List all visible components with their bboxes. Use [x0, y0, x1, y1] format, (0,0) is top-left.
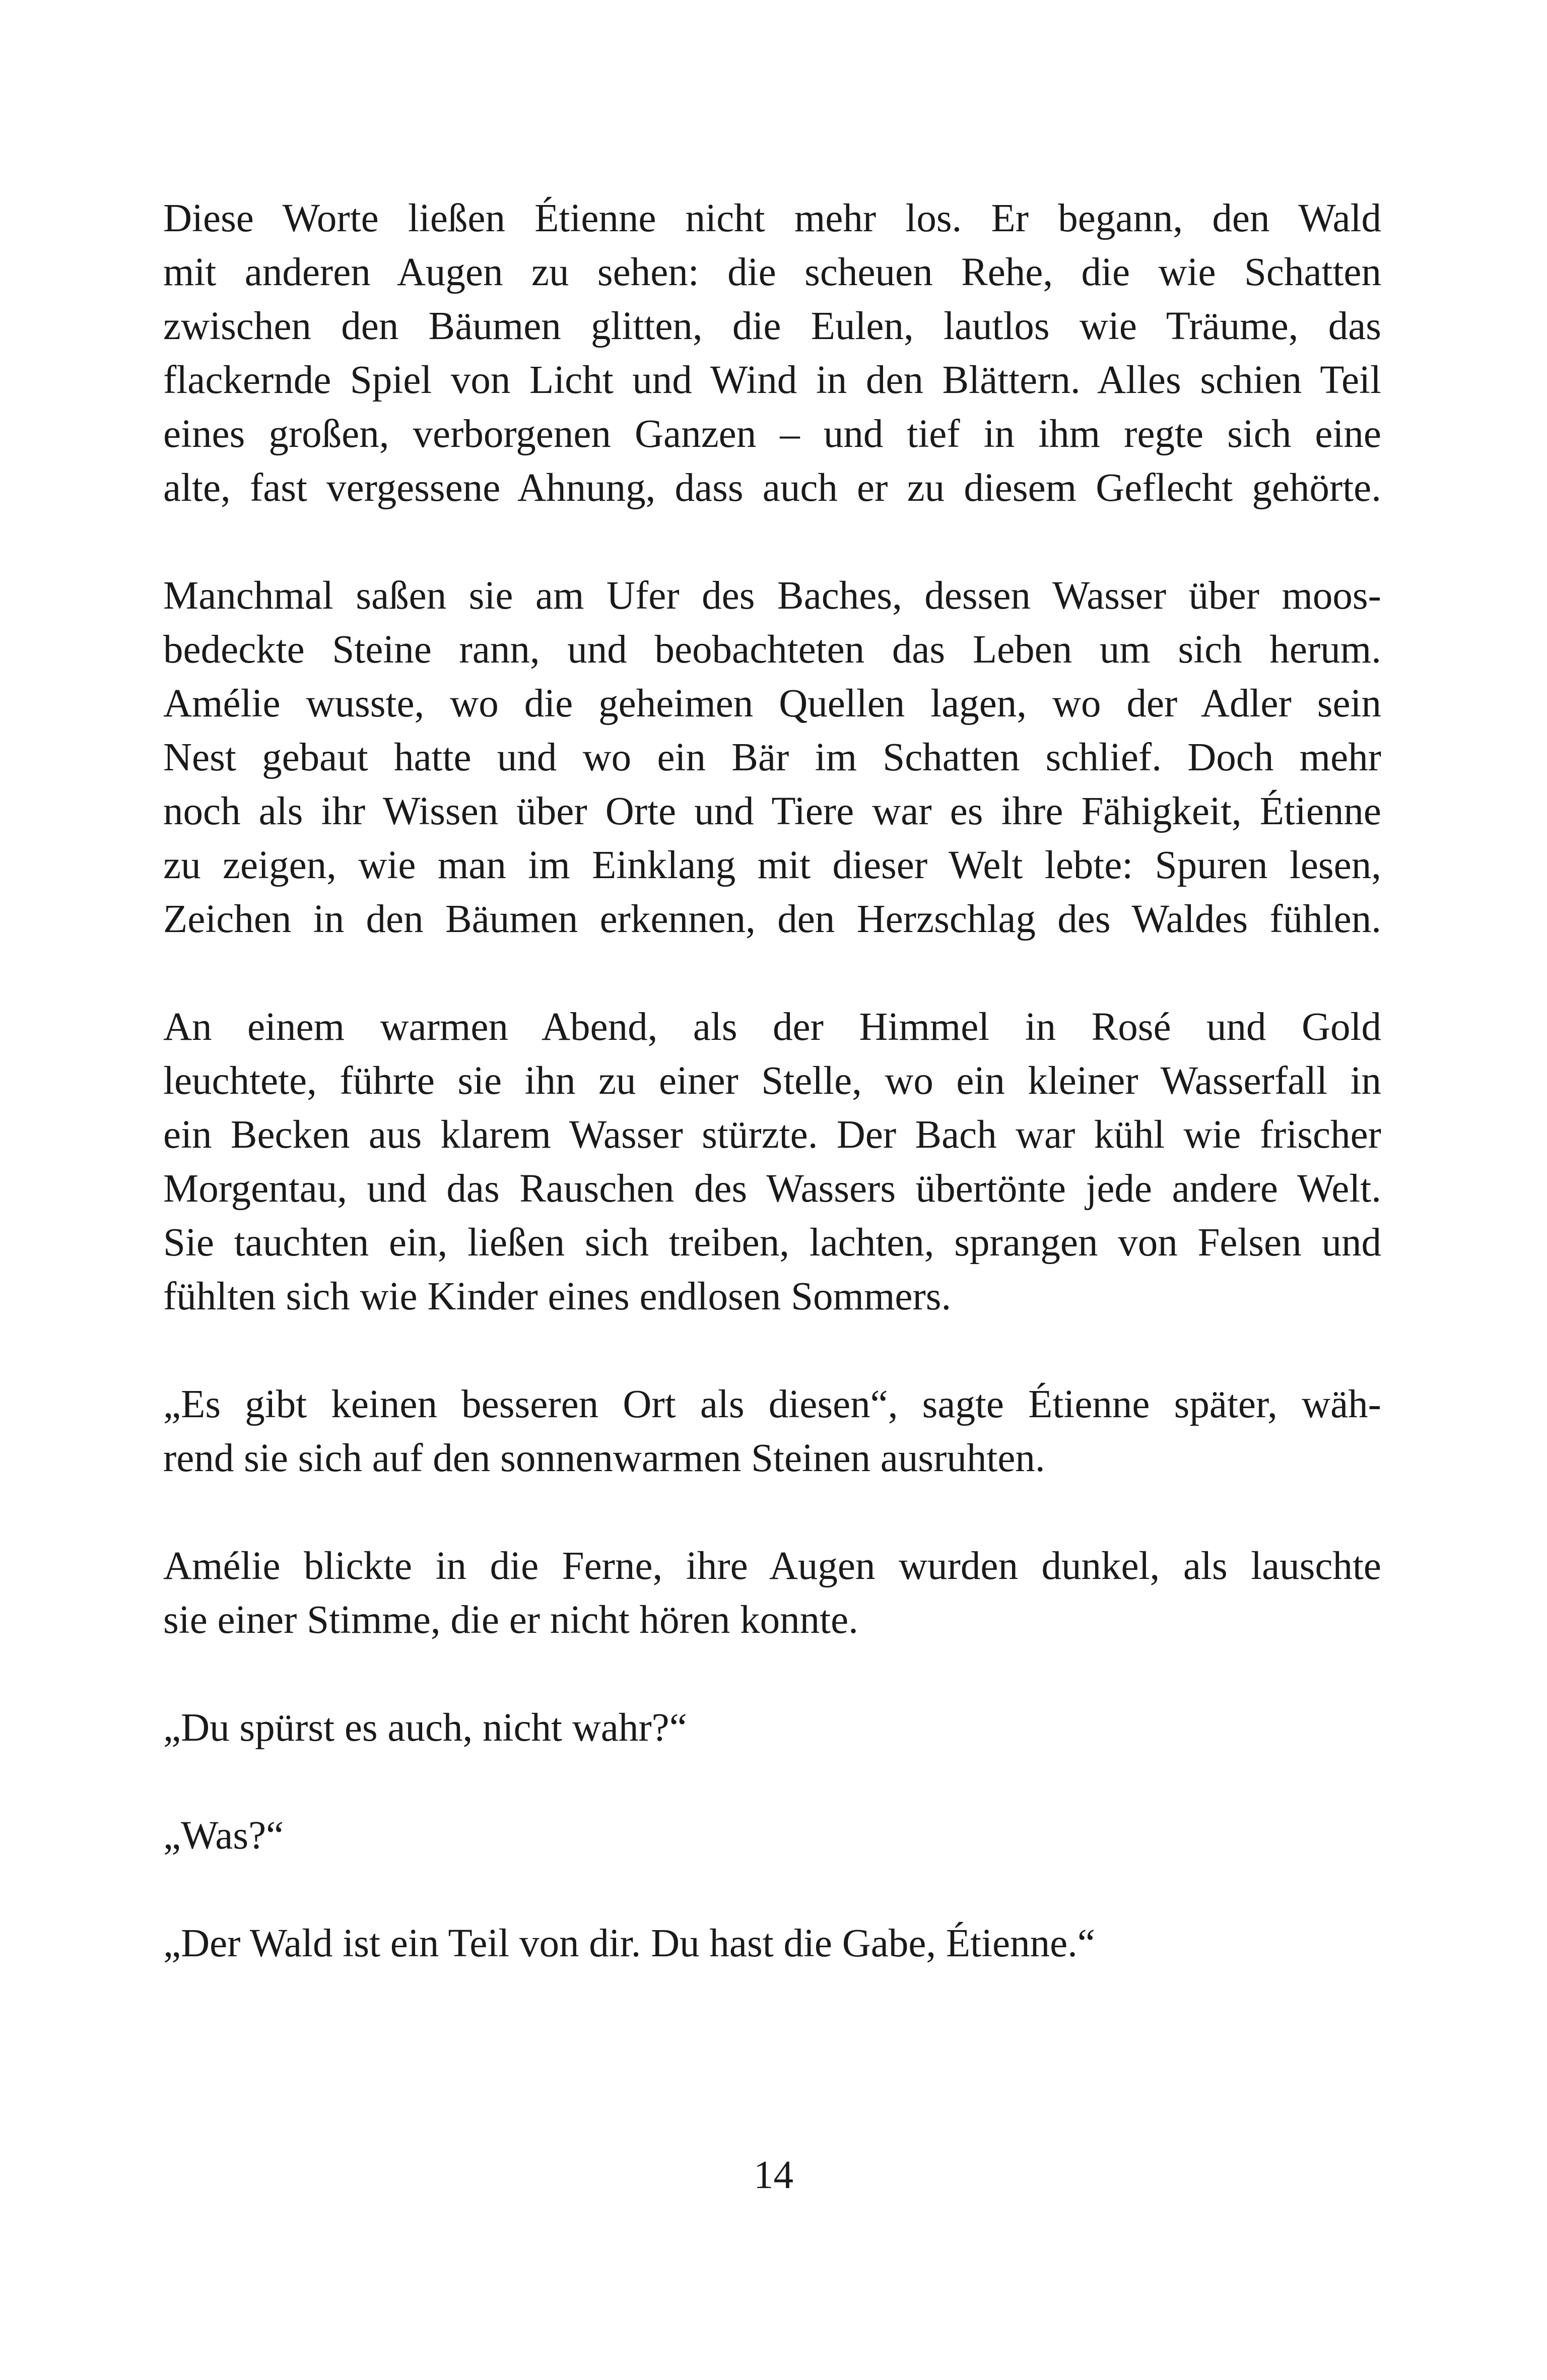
text-line: zwischen den Bäumen glitten, die Eulen, lautlos wie Träume, das [163, 304, 1381, 348]
text-line: „Der Wald ist ein Teil von dir. Du hast die Gabe, Étienne.“ [163, 1922, 1095, 1965]
text-line: flackernde Spiel von Licht und Wind in den Blättern. Alles schien Teil [163, 358, 1381, 402]
text-line: bedeckte Steine rann, und beobachteten das Leben um sich herum. [163, 628, 1381, 672]
text-line: rend sie sich auf den sonnenwarmen Steinen ausruhten. [163, 1436, 1045, 1480]
text-line: „Du spürst es auch, nicht wahr?“ [163, 1706, 687, 1750]
body-text [163, 191, 1381, 2024]
text-line: Diese Worte ließen Étienne nicht mehr los. Er begann, den Wald [163, 196, 1381, 240]
text-line: Nest gebaut hatte und wo ein Bär im Schatten schlief. Doch mehr [163, 736, 1381, 779]
text-line: leuchtete, führte sie ihn zu einer Stelle, wo ein kleiner Wasserfall in [163, 1059, 1381, 1103]
text-line: Morgentau, und das Rauschen des Wassers übertönte jede andere Welt. [163, 1167, 1381, 1211]
text-line: ein Becken aus klarem Wasser stürzte. Der Bach war kühl wie frischer [163, 1113, 1381, 1157]
text-line: fühlten sich wie Kinder eines endlosen Sommers. [163, 1275, 952, 1318]
text-line: Amélie blickte in die Ferne, ihre Augen wurden dunkel, als lauschte [163, 1544, 1381, 1588]
paragraph-8 [163, 1916, 1381, 1970]
text-line: noch als ihr Wissen über Orte und Tiere war es ihre Fähigkeit, Étienne [163, 789, 1381, 833]
paragraph-7 [163, 1809, 1381, 1863]
text-line: Manchmal saßen sie am Ufer des Baches, dessen Wasser über moos- [163, 574, 1381, 618]
text-line: Zeichen in den Bäumen erkennen, den Herzschlag des Waldes fühlen. [163, 897, 1381, 941]
text-line: „Was?“ [163, 1814, 284, 1858]
paragraph-2 [163, 569, 1381, 946]
paragraph-6 [163, 1701, 1381, 1755]
text-line: zu zeigen, wie man im Einklang mit dieser Welt lebte: Spuren lesen, [163, 843, 1381, 887]
paragraph-3 [163, 1000, 1381, 1324]
page-number: 14 [754, 2153, 793, 2197]
text-line: mit anderen Augen zu sehen: die scheuen Rehe, die wie Schatten [163, 250, 1381, 294]
paragraph-5 [163, 1539, 1381, 1647]
text-line: sie einer Stimme, die er nicht hören konnte. [163, 1598, 858, 1642]
text-line: „Es gibt keinen besseren Ort als diesen“, sagte Étienne später, wäh- [163, 1382, 1381, 1426]
text-line: Sie tauchten ein, ließen sich treiben, lachten, sprangen von Felsen und [163, 1221, 1381, 1265]
paragraph-4 [163, 1377, 1381, 1485]
text-line: Amélie wusste, wo die geheimen Quellen lagen, wo der Adler sein [163, 682, 1381, 725]
text-line: alte, fast vergessene Ahnung, dass auch er zu diesem Geflecht gehörte. [163, 466, 1381, 510]
text-line: eines großen, verborgenen Ganzen – und tief in ihm regte sich eine [163, 412, 1381, 456]
text-line: An einem warmen Abend, als der Himmel in Rosé und Gold [163, 1005, 1381, 1049]
paragraph-1 [163, 191, 1381, 515]
